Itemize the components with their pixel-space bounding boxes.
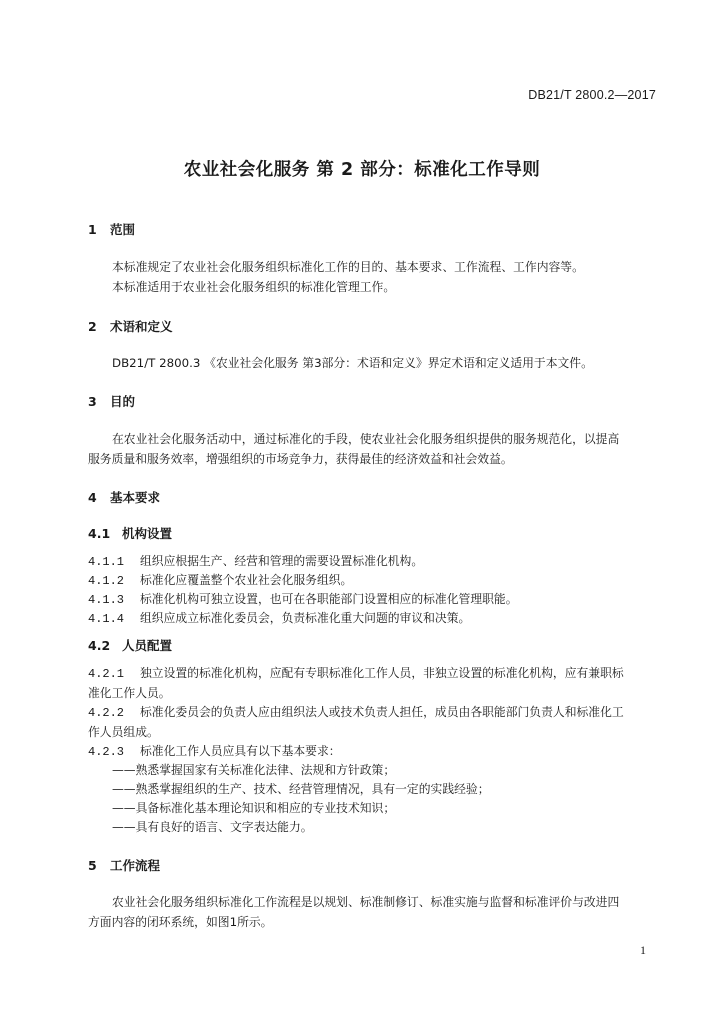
clause-text: 组织应根据生产、经营和管理的需要设置标准化机构。 [140,554,424,568]
clause-number: 4.2.2 [88,706,125,720]
clause-4-1-2 [88,571,352,588]
clause-4-1-4 [88,609,470,626]
section-4-heading [88,488,160,506]
clause-text: 标准化工作人员应具有以下基本要求： [140,744,341,758]
page-number: 1 [640,943,646,957]
section-1-heading [88,220,135,238]
clause-text: 标准化应覆盖整个农业社会化服务组织。 [140,573,353,587]
paragraph-continuation: 服务质量和服务效率，增强组织的市场竞争力，获得最佳的经济效益和社会效益。 [88,452,513,466]
section-number: 3 [88,394,97,409]
clause-4-1-3 [88,590,518,607]
paragraph: 在农业社会化服务活动中，通过标准化的手段，使农业社会化服务组织提供的服务规范化，以提高 [112,432,620,446]
clause-4-2-1 [88,664,624,681]
subsection-title: 机构设置 [122,526,173,541]
list-item: ——熟悉掌握组织的生产、技术、经营管理情况，具有一定的实践经验； [112,782,490,796]
section-3-heading [88,392,135,410]
paragraph: DB21/T 2800.3 《农业社会化服务 第3部分：术语和定义》界定术语和定义适用于本文件。 [112,356,593,370]
paragraph: 本标准适用于农业社会化服务组织的标准化管理工作。 [112,280,396,294]
clause-text: 独立设置的标准化机构，应配有专职标准化工作人员，非独立设置的标准化机构，应有兼职标 [140,666,624,680]
section-title: 基本要求 [110,490,161,505]
clause-text: 标准化机构可独立设置，也可在各职能部门设置相应的标准化管理职能。 [140,592,518,606]
clause-continuation: 作人员组成。 [88,725,159,739]
section-title: 目的 [110,394,136,409]
clause-number: 4.2.3 [88,745,125,759]
section-number: 5 [88,858,97,873]
clause-4-2-2 [88,703,624,720]
clause-4-1-1 [88,552,423,569]
clause-text: 标准化委员会的负责人应由组织法人或技术负责人担任，成员由各职能部门负责人和标准化工 [140,705,624,719]
section-number: 2 [88,319,97,334]
subsection-number: 4.1 [88,526,111,541]
section-title: 术语和定义 [110,319,173,334]
clause-text: 组织应成立标准化委员会，负责标准化重大问题的审议和决策。 [140,611,471,625]
document-title: 农业社会化服务 第 2 部分：标准化工作导则 [183,160,541,180]
list-item: ——具有良好的语言、文字表达能力。 [112,820,313,834]
list-item: ——具备标准化基本理论知识和相应的专业技术知识； [112,801,396,815]
section-2-heading [88,317,173,335]
subsection-title: 人员配置 [122,638,173,653]
section-number: 4 [88,490,97,505]
paragraph: 本标准规定了农业社会化服务组织标准化工作的目的、基本要求、工作流程、工作内容等。 [112,260,584,274]
clause-number: 4.1.4 [88,612,125,626]
paragraph-continuation: 方面内容的闭环系统，如图1所示。 [88,915,273,929]
paragraph: 农业社会化服务组织标准化工作流程是以规划、标准制修订、标准实施与监督和标准评价与改进四 [112,895,620,909]
section-title: 工作流程 [110,858,161,873]
clause-number: 4.1.1 [88,555,125,569]
clause-4-2-3 [88,742,341,759]
clause-number: 4.1.2 [88,574,125,588]
list-item: ——熟悉掌握国家有关标准化法律、法规和方针政策； [112,763,396,777]
subsection-number: 4.2 [88,638,111,653]
subsection-4-1-heading [88,524,172,542]
clause-number: 4.2.1 [88,667,125,681]
standard-number: DB21/T 2800.2—2017 [528,88,656,102]
section-number: 1 [88,222,97,237]
clause-continuation: 准化工作人员。 [88,686,171,700]
section-title: 范围 [110,222,136,237]
section-5-heading [88,856,160,874]
clause-number: 4.1.3 [88,593,125,607]
subsection-4-2-heading [88,636,172,654]
